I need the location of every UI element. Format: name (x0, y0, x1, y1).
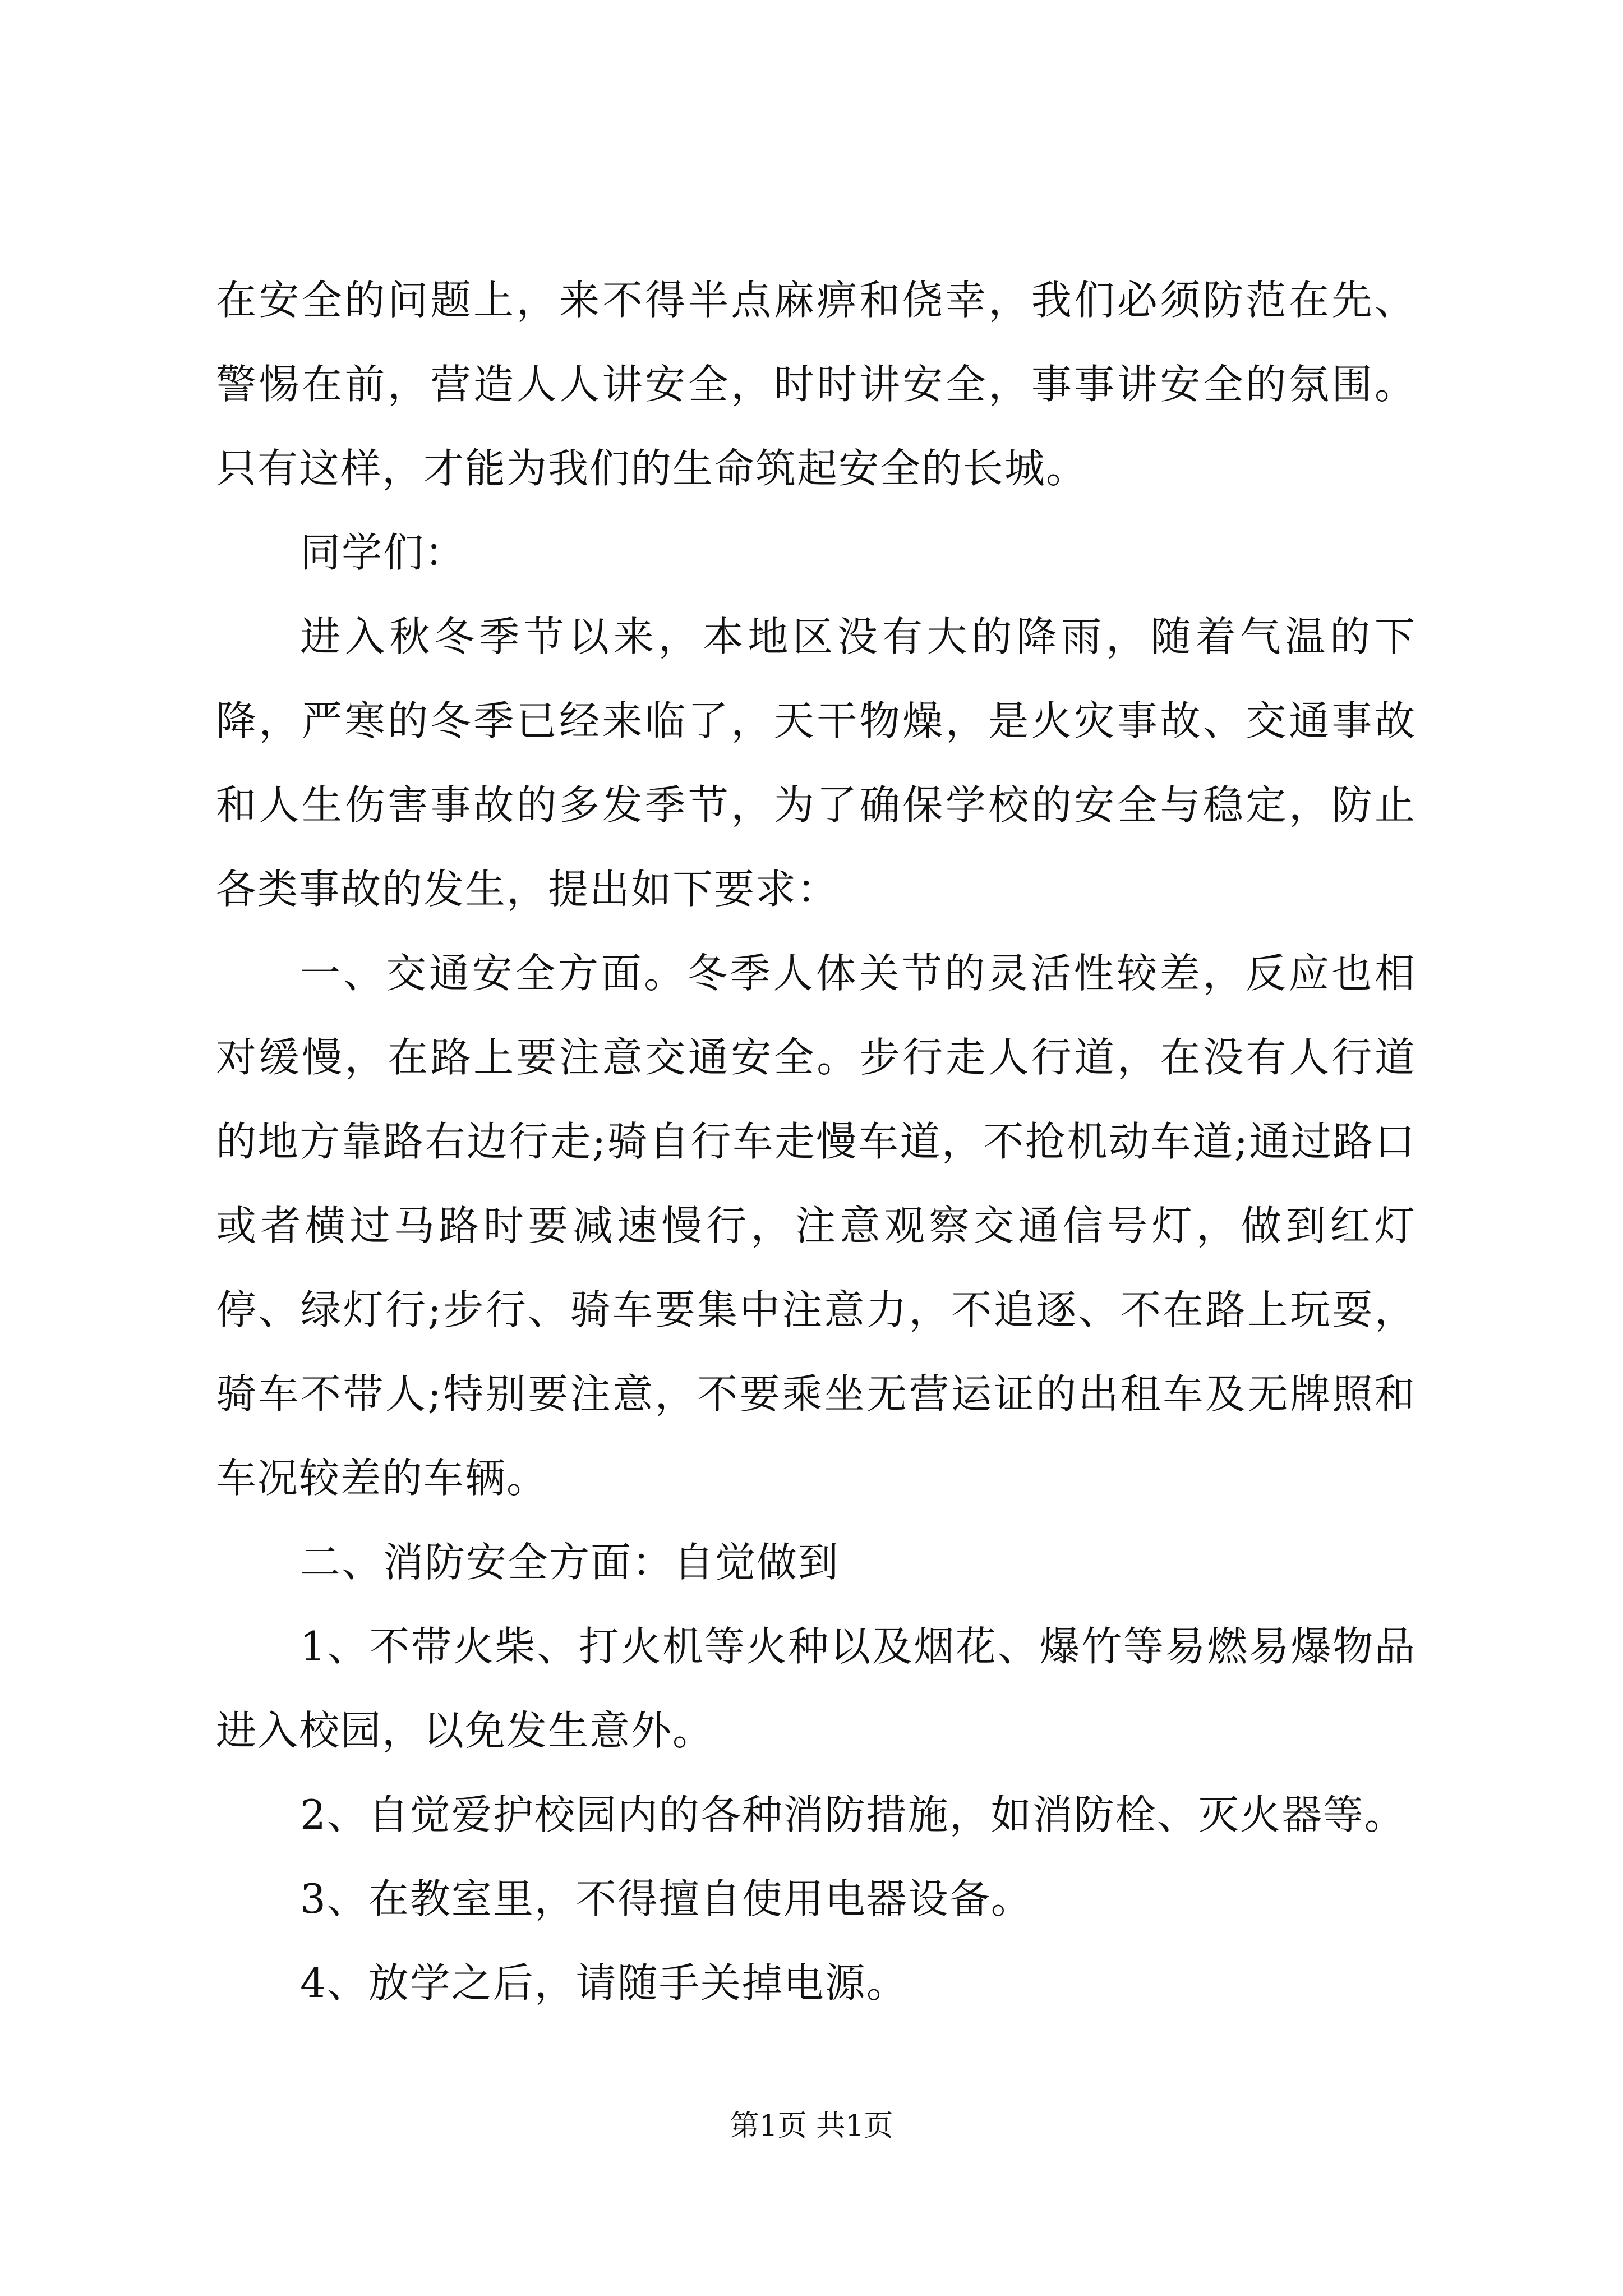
paragraph-safety-intro: 在安全的问题上，来不得半点麻痹和侥幸，我们必须防范在先、警惕在前，营造人人讲安全，时时讲安全，事事讲安全的氛围。只有这样，才能为我们的生命筑起安全的长城。 (216, 277, 1416, 492)
paragraph-greeting: 同学们： (300, 529, 467, 576)
paragraph-season-intro: 进入秋冬季节以来，本地区没有大的降雨，随着气温的下降，严寒的冬季已经来临了，天干物燥，是火灾事故、交通事故和人生伤害事故的多发季节，为了确保学校的安全与稳定，防止各类事故的发生，提出如下要求： (216, 613, 1416, 913)
paragraph-fire-item-1: 1、不带火柴、打火机等火种以及烟花、爆竹等易燃易爆物品进入校园，以免发生意外。 (216, 1623, 1416, 1754)
paragraph-fire-item-4: 4、放学之后，请随手关掉电源。 (300, 1959, 908, 2007)
paragraph-fire-item-3: 3、在教室里，不得擅自使用电器设备。 (300, 1875, 1032, 1922)
document-body (216, 258, 1416, 2025)
page-footer: 第1页 共1页 (730, 2109, 893, 2143)
paragraph-fire-item-2: 2、自觉爱护校园内的各种消防措施，如消防栓、灭火器等。 (300, 1791, 1406, 1838)
paragraph-fire-safety-heading: 二、消防安全方面：自觉做到 (300, 1539, 840, 1586)
paragraph-traffic-safety: 一、交通安全方面。冬季人体关节的灵活性较差，反应也相对缓慢，在路上要注意交通安全。步行走人行道，在没有人行道的地方靠路右边行走;骑自行车走慢车道，不抢机动车道;通过路口或者横过马路时要减速慢行，注意观察交通信号灯，做到红灯停、绿灯行;步行、骑车要集中注意力，不追逐、不在路上玩耍，骑车不带人;特别要注意，不要乘坐无营运证的出租车及无牌照和车况较差的车辆。 (216, 950, 1416, 1502)
